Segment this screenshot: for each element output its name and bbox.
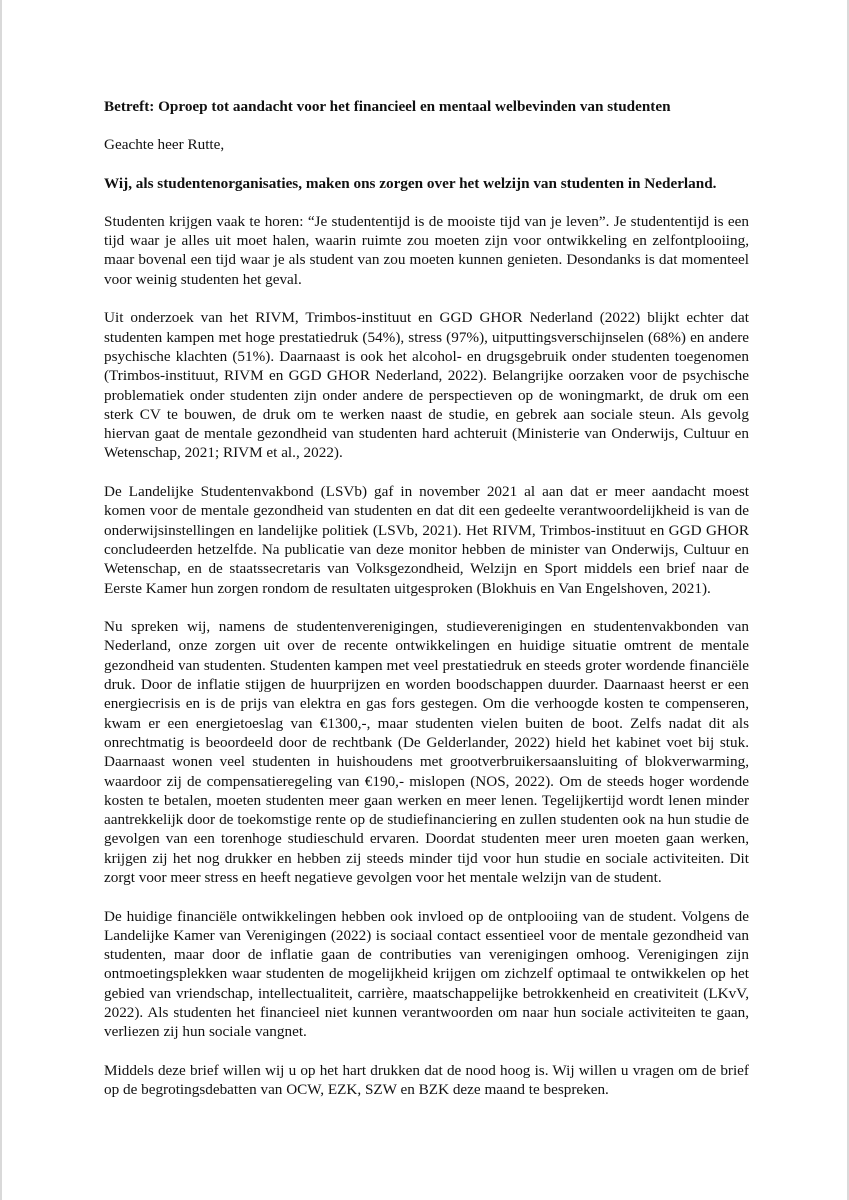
letter-intro: Wij, als studentenorganisaties, maken ons zorgen over het welzijn van studenten in Nederland. [104,174,717,192]
letter-body [104,97,749,1119]
paragraph-ontplooiing: De huidige financiële ontwikkelingen hebben ook invloed op de ontplooiing van de student. Volgens de Landelijke Kamer van Verenigingen (2022) is sociaal contact essentieel voor de mentale gezondheid van studenten, maar door de inflatie gaan de contributies van verenigingen omhoog. Verenigingen zijn ontmoetingsplekken waar studenten de mogelijkheid krijgen om zichzelf optimaal te ontwikkelen op het gebied van vriendschap, intellectualiteit, carrière, maatschappelijke betrokkenheid en creativiteit (LKvV, 2022). Als studenten het financieel niet kunnen verantwoorden om naar hun sociale activiteiten te gaan, verliezen zij hun sociale vangnet. [104,907,749,1041]
letter-salutation: Geachte heer Rutte, [104,136,225,154]
paragraph-onderzoek: Uit onderzoek van het RIVM, Trimbos-instituut en GGD GHOR Nederland (2022) blijkt echter dat studenten kampen met hoge prestatiedruk (54%), stress (97%), uitputtingsverschijnselen (68%) en andere psychische klachten (51%). Daarnaast is ook het alcohol- en drugsgebruik onder studenten toegenomen (Trimbos-instituut, RIVM en GGD GHOR Nederland, 2022). Belangrijke oorzaken voor de psychische problematiek onder studenten zijn onder andere de perspectieven op de woningmarkt, de druk om een sterk CV te bouwen, de druk om te werken naast de studie, en gebrek aan sociale steun. Als gevolg hiervan gaat de mentale gezondheid van studenten hard achteruit (Ministerie van Onderwijs, Cultuur en Wetenschap, 2021; RIVM et al., 2022). [104,309,749,462]
page-left-edge [0,0,2,1200]
paragraph-oproep: Middels deze brief willen wij u op het hart drukken dat de nood hoog is. Wij willen u vragen om de brief op de begrotingsdebatten van OCW, EZK, SZW en BZK deze maand te bespreken. [104,1061,749,1099]
letter-subject: Betreft: Oproep tot aandacht voor het financieel en mentaal welbevinden van studenten [104,98,671,115]
paragraph-lsvb: De Landelijke Studentenvakbond (LSVb) gaf in november 2021 al aan dat er meer aandacht moest komen voor de mentale gezondheid van studenten en dat dit een gedeelte verantwoordelijkheid is van de onderwijsinstellingen en landelijke politiek (LSVb, 2021). Het RIVM, Trimbos-instituut en GGD GHOR concludeerden hetzelfde. Na publicatie van deze monitor hebben de minister van Onderwijs, Cultuur en Wetenschap, en de staatssecretaris van Volksgezondheid, Welzijn en Sport middels een brief naar de Eerste Kamer hun zorgen rondom de resultaten uitgesproken (Blokhuis en Van Engelshoven, 2021). [104,483,749,597]
paragraph-zorgen: Nu spreken wij, namens de studentenverenigingen, studieverenigingen en studentenvakbonden van Nederland, onze zorgen uit over de recente ontwikkelingen en huidige situatie omtrent de mentale gezondheid van studenten. Studenten kampen met veel prestatiedruk en steeds groter wordende financiële druk. Door de inflatie stijgen de huurprijzen en worden boodschappen duurder. Daarnaast heerst er een energiecrisis en is de prijs van elektra en gas fors gestegen. Om die verhoogde kosten te compenseren, kwam er een energietoeslag van €1300,-, maar studenten vielen buiten de boot. Zelfs nadat dit als onrechtmatig is beoordeeld door de rechtbank (De Gelderlander, 2022) hield het kabinet voet bij stuk. Daarnaast wonen veel studenten in huishoudens met grootverbruikersaansluiting of blokverwarming, waardoor zij de compensatieregeling van €190,- mislopen (NOS, 2022). Om de steeds hoger wordende kosten te betalen, moeten studenten meer gaan werken en meer lenen. Tegelijkertijd wordt lenen minder aantrekkelijk door de toekomstige rente op de studiefinanciering en zullen studenten ook na hun studie de gevolgen van een torenhoge studieschuld ervaren. Doordat studenten meer uren moeten gaan werken, krijgen zij het nog drukker en hebben zij steeds minder tijd voor hun studie en sociale activiteiten. Dit zorgt voor meer stress en heeft negatieve gevolgen voor het mentale welzijn van de student. [104,618,749,886]
paragraph-studententijd: Studenten krijgen vaak te horen: “Je studententijd is de mooiste tijd van je leven”. Je studententijd is een tijd waar je alles uit moet halen, waarin ruimte zou moeten zijn voor ontwikkeling en zelfontplooiing, maar bovenal een tijd waar je als student van zou moeten kunnen genieten. Desondanks is dat momenteel voor weinig studenten het geval. [104,212,749,288]
